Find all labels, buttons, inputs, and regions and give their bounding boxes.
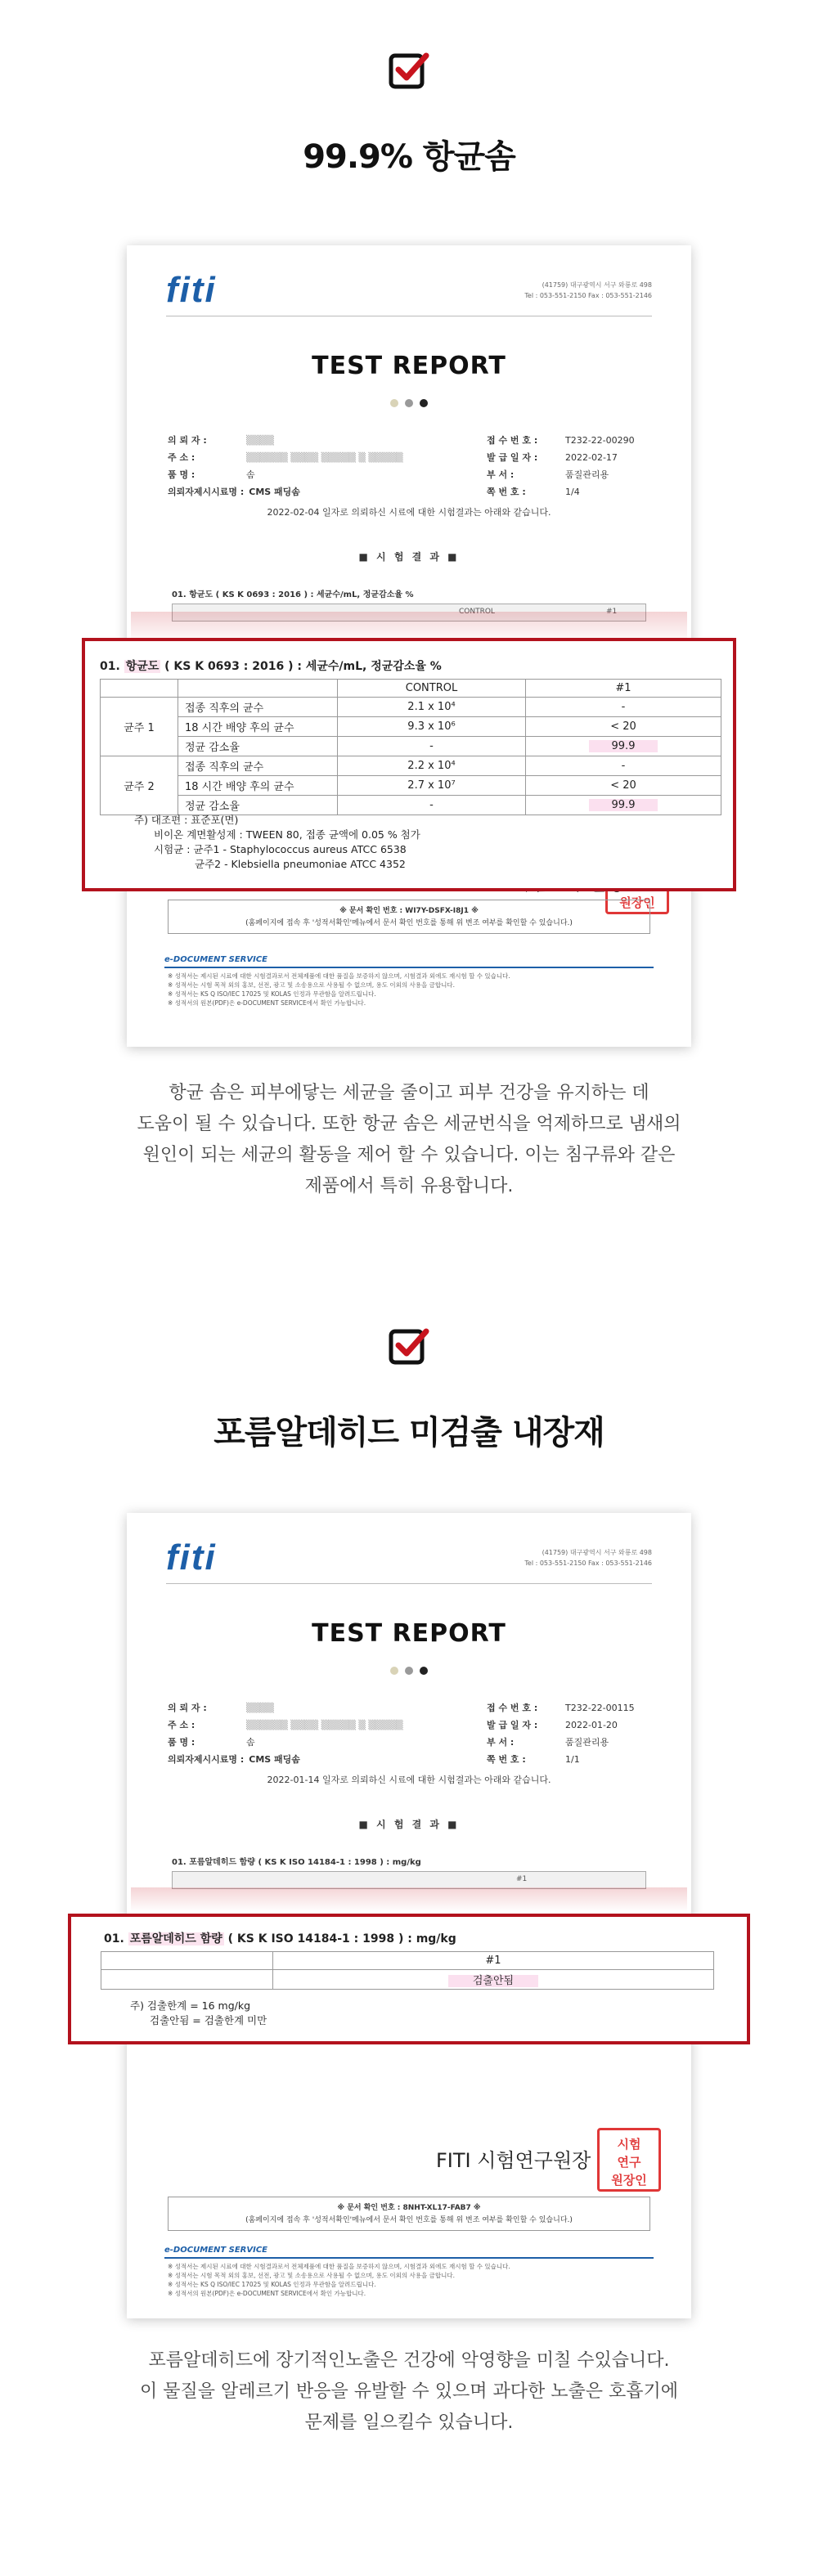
lab-address: (41759) 대구광역시 서구 와룡로 498 Tel : 053-551-2150 Fax : 053-551-2146 bbox=[524, 1549, 652, 1567]
report-title: TEST REPORT bbox=[312, 352, 506, 380]
document-verification: ※ 문서 확인 번호 : WI7Y-DSFX-I8J1 ※ (홈페이지에 접속 후 '성적서확인'메뉴에서 문서 확인 번호를 통해 위 변조 여부를 확인할 수 있습니다.) bbox=[168, 900, 650, 934]
results-heading: ■ 시 험 결 과 ■ bbox=[358, 551, 460, 563]
lab-address: (41759) 대구광역시 서구 와룡로 498 Tel : 053-551-2150 Fax : 053-551-2146 bbox=[524, 281, 652, 299]
report-title: TEST REPORT bbox=[312, 1619, 506, 1648]
issuer-name: FITI 시험연구원장 bbox=[436, 2149, 591, 2172]
checkbox-check-icon bbox=[388, 1325, 430, 1367]
zoomed-result-panel-formaldehyde bbox=[68, 1914, 750, 2044]
report-footnotes: ※ 성적서는 제시된 시료에 대한 시험결과로서 전체제품에 대한 품질을 보증하지 않으며, 시험결과 외에도 재시험 할 수 있습니다. ※ 성적서는 시험 목적 외의 홍보, 선전, 광고 및 소송용으로 사용될 수 없으며, 용도 이외의 사용을 금합니다. ※ 성적서는 KS Q ISO/IEC 17025 및 KOLAS 인정과 무관함을 알려드립니다. ※ 성적서의 원본(PDF)은 e-DOCUMENT SERVICE에서 확인 가능합니다. bbox=[168, 972, 510, 1007]
table-row: 균주 2 접종 직후의 균수 2.2 x 10⁴ - bbox=[101, 756, 721, 776]
table-row: 18 시간 배양 후의 균수 9.3 x 10⁶ < 20 bbox=[101, 717, 721, 737]
checkbox-check-icon bbox=[388, 49, 430, 92]
section-description-antibacterial: 항균 솜은 피부에닿는 세균을 줄이고 피부 건강을 유지하는 데 도움이 될 수 있습니다. 또한 항균 솜은 세균번식을 억제하므로 냄새의 원인이 되는 세균의 활동을 제어 할 수 있습니다. 이는 침구류와 같은 제품에서 특히 유용합니다. bbox=[137, 1083, 681, 1196]
report-meta-left: 의 뢰 자 : ▒▒▒▒ 주 소 : ▒▒▒▒▒▒ ▒▒▒▒ ▒▒▒▒▒ ▒ ▒▒▒▒▒ 품 명 : 솜 의뢰자제시시료명 : CMS 패딩솜 bbox=[168, 435, 403, 497]
table-row: 18 시간 배양 후의 균수 2.7 x 10⁷ < 20 bbox=[101, 776, 721, 796]
official-seal: 원장인 bbox=[605, 850, 669, 914]
section-heading-antibacterial: 99.9% 항균솜 bbox=[303, 138, 515, 176]
page-dots bbox=[127, 1667, 691, 1675]
edocument-service-label: e-DOCUMENT SERVICE bbox=[164, 2246, 268, 2255]
results-heading: ■ 시 험 결 과 ■ bbox=[358, 1819, 460, 1830]
report-meta-right: 접 수 번 호 : T232-22-00115 발 급 일 자 : 2022-01-20 부 서 : 품질관리용 쪽 번 호 : 1/1 bbox=[487, 1703, 635, 1765]
fiti-logo: fiti bbox=[166, 1537, 217, 1577]
mini-results-table: CONTROL #1 bbox=[172, 604, 646, 622]
test-item-title: 01. 항균도 ( KS K 0693 : 2016 ) : 세균수/mL, 정균감소율 % bbox=[172, 590, 414, 599]
edocument-service-label: e-DOCUMENT SERVICE bbox=[164, 955, 268, 964]
fiti-logo: fiti bbox=[166, 270, 217, 310]
antibacterial-results-table: CONTROL #1 균주 1 접종 직후의 균수 2.1 x 10⁴ - 18 시간 배양 후의 균수 9.3 x 10⁶ < 20 정균 감소율 - 99.9 균주 2 접종 직후의 균수 2.2 x 10⁴ - 18 시간 배양 후의 균수 2.7 x 10⁷ < 20 정균 감소율 - 99.9 bbox=[100, 679, 721, 815]
table-row: 검출안됨 bbox=[101, 1970, 714, 1990]
report-intro: 2022-02-04 일자로 의뢰하신 시료에 대한 시험결과는 아래와 같습니다. bbox=[267, 507, 551, 518]
zoom-title: 01. 항균도 ( KS K 0693 : 2016 ) : 세균수/mL, 정균감소율 % bbox=[100, 660, 442, 673]
report-footnotes: ※ 성적서는 제시된 시료에 대한 시험결과로서 전체제품에 대한 품질을 보증하지 않으며, 시험결과 외에도 재시험 할 수 있습니다. ※ 성적서는 시험 목적 외의 홍보, 선전, 광고 및 소송용으로 사용될 수 없으며, 용도 이외의 사용을 금합니다. ※ 성적서는 KS Q ISO/IEC 17025 및 KOLAS 인정과 무관함을 알려드립니다. ※ 성적서의 원본(PDF)은 e-DOCUMENT SERVICE에서 확인 가능합니다. bbox=[168, 2263, 510, 2297]
report-intro: 2022-01-14 일자로 의뢰하신 시료에 대한 시험결과는 아래와 같습니다. bbox=[267, 1775, 551, 1785]
zoomed-result-panel-antibacterial bbox=[82, 638, 736, 891]
test-item-title: 01. 포름알데히드 함량 ( KS K ISO 14184-1 : 1998 ) : mg/kg bbox=[172, 1858, 421, 1867]
document-verification: ※ 문서 확인 번호 : 8NHT-XL17-FAB7 ※ (홈페이지에 접속 후 '성적서확인'메뉴에서 문서 확인 번호를 통해 위 변조 여부를 확인할 수 있습니다.) bbox=[168, 2197, 650, 2231]
table-row: 정균 감소율 - 99.9 bbox=[101, 796, 721, 815]
zoom-footnotes: 주) 대조편 : 표준포(면) 비이온 계면활성제 : TWEEN 80, 접종 균액에 0.05 % 첨가 시험균 : 균주1 - Staphylococcus aureus ATCC 6538 균주2 - Klebsiella pneumoniae ATCC 4352 bbox=[134, 814, 420, 870]
page-dots bbox=[127, 399, 691, 407]
section-description-formaldehyde: 포름알데히드에 장기적인노출은 건강에 악영향을 미칠 수있습니다. 이 물질을 알레르기 반응을 유발할 수 있으며 과다한 노출은 호흡기에 문제를 일으킬수 있습니다. bbox=[140, 2350, 678, 2433]
formaldehyde-results-table: #1 검출안됨 bbox=[101, 1951, 714, 1990]
official-seal: 시험 연구 원장인 bbox=[597, 2128, 661, 2192]
section-heading-formaldehyde: 포름알데히드 미검출 내장재 bbox=[213, 1414, 605, 1452]
mini-results-table: #1 bbox=[172, 1871, 646, 1889]
table-row: 정균 감소율 - 99.9 bbox=[101, 737, 721, 756]
zoom-footnotes: 주) 검출한계 = 16 mg/kg 검출안됨 = 검출한계 미만 bbox=[130, 1999, 267, 2026]
report-meta-right: 접 수 번 호 : T232-22-00290 발 급 일 자 : 2022-02-17 부 서 : 품질관리용 쪽 번 호 : 1/4 bbox=[487, 435, 635, 497]
zoom-title: 01. 포름알데히드 함량 ( KS K ISO 14184-1 : 1998 ) : mg/kg bbox=[104, 1932, 456, 1945]
report-meta-left: 의 뢰 자 : ▒▒▒▒ 주 소 : ▒▒▒▒▒▒ ▒▒▒▒ ▒▒▒▒▒ ▒ ▒▒▒▒▒ 품 명 : 솜 의뢰자제시시료명 : CMS 패딩솜 bbox=[168, 1703, 403, 1765]
table-row: 균주 1 접종 직후의 균수 2.1 x 10⁴ - bbox=[101, 698, 721, 717]
